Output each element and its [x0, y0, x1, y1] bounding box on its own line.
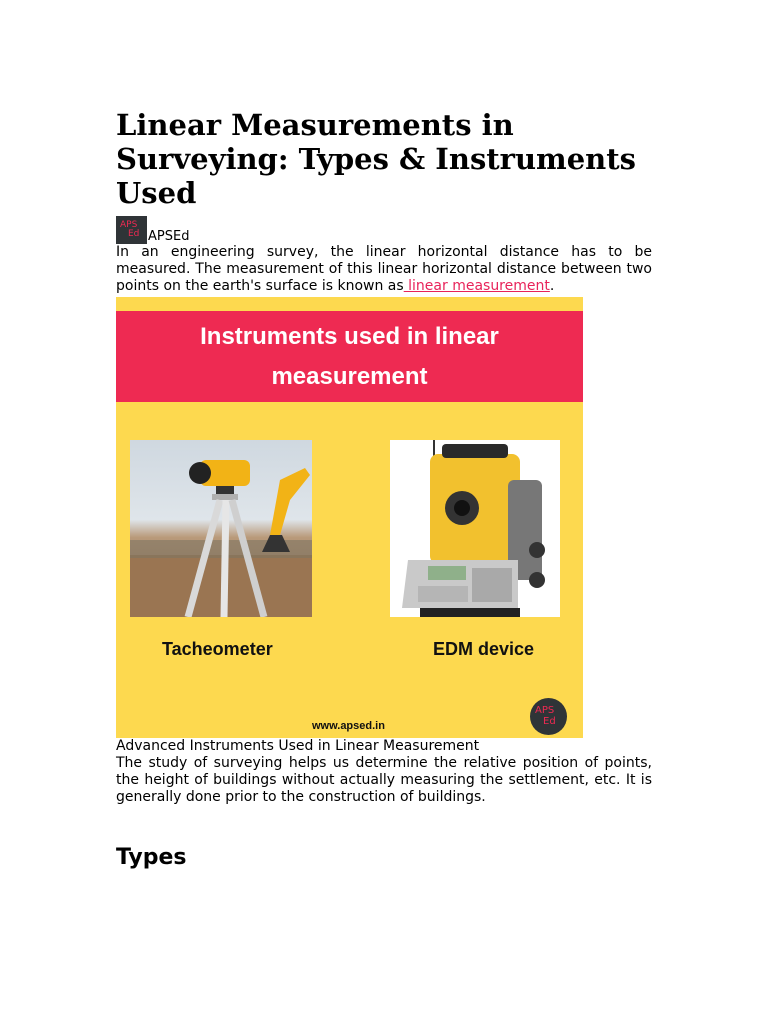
instruments-figure [116, 297, 583, 738]
edm-device-photo [390, 440, 560, 617]
tacheometer-label: Tacheometer [162, 639, 273, 659]
intro-end: . [549, 278, 555, 294]
body-paragraph: The study of surveying helps us determine the relative position of points, the height of buildings without actually measuring the settlement, etc. It is generally done prior to the construction of buildings. [116, 755, 652, 805]
article [116, 108, 652, 871]
avatar-logo-text-2: Ed [128, 229, 140, 239]
apsed-badge-logo [530, 698, 567, 735]
author-avatar[interactable] [116, 216, 147, 244]
intro-text: In an engineering survey, the linear horizontal distance has to be measured. The measurement of this linear horizontal distance between two points on the earth's surface is known as [116, 244, 652, 294]
author-name[interactable]: APSEd [148, 229, 190, 244]
banner-line-2: measurement [271, 363, 428, 390]
badge-logo-text-2: Ed [543, 716, 556, 727]
linear-measurement-link[interactable]: linear measurement [403, 278, 550, 294]
tacheometer-photo [130, 440, 312, 617]
section-heading-types: Types [116, 845, 187, 870]
intro-paragraph [116, 244, 652, 295]
figure-banner [116, 311, 583, 402]
figure-caption: Advanced Instruments Used in Linear Measurement [116, 738, 480, 754]
article-title: Linear Measurements in Surveying: Types & Instruments Used [116, 108, 636, 210]
banner-line-1: Instruments used in linear [200, 323, 499, 350]
author-row [116, 216, 652, 244]
website-label: www.apsed.in [312, 720, 385, 732]
tacheometer-illustration [130, 440, 312, 617]
badge-logo-text-1: APS [535, 705, 555, 716]
avatar-logo-text-1: APS [120, 220, 138, 230]
edm-device-illustration [390, 440, 560, 617]
edm-device-label: EDM device [433, 639, 535, 659]
